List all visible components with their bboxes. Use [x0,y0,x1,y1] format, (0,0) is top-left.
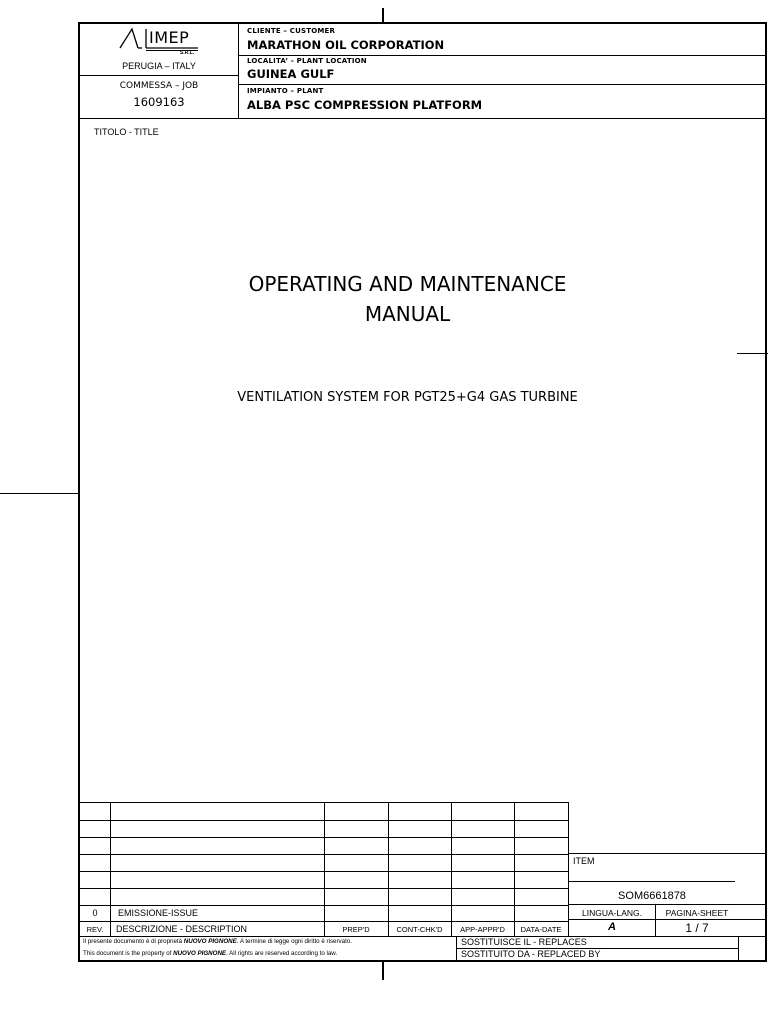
logo-subtext: S.R.L. [180,50,195,56]
company-location: PERUGIA – ITALY [122,61,196,71]
revision-table [80,802,569,936]
job-label: COMMESSA – JOB [119,81,199,91]
col-description-header: DESCRIZIONE - DESCRIPTION [116,924,248,934]
rev-number: 0 [92,908,98,918]
property-en-post: . All rights are reserved according to law. [226,950,338,957]
property-en-brand: NUOVO PIGNONE [173,950,227,957]
bottom-center-mark [382,962,384,980]
header-left-line-1 [80,75,238,76]
footer-property-en [83,950,337,957]
plant-location-value: GUINEA GULF [247,67,335,81]
document-title-line-2: MANUAL [364,302,451,326]
sheet-value: 1 / 7 [685,921,709,935]
item-inner-line [569,881,735,882]
company-logo [118,26,202,58]
header-bottom-line [80,118,766,119]
property-it-post: . A termine di legge ogni diritto è riservato. [236,938,352,945]
footer-right-end [738,936,739,961]
plant-label: IMPIANTO – PLANT [247,87,324,95]
language-value: A [608,921,616,933]
top-center-mark [382,8,384,22]
title-label: TITOLO - TITLE [94,127,159,137]
job-number: 1609163 [133,95,185,109]
property-it-brand: NUOVO PIGNONE [183,938,237,945]
col-date-header: DATA-DATE [520,925,562,934]
footer-property-it [83,938,352,945]
header-divider [238,24,239,118]
sheet-label: PAGINA-SHEET [665,908,729,918]
col-prepd-header: PREP'D [342,925,370,934]
plant-location-label: LOCALITA’ - PLANT LOCATION [247,57,367,65]
document-title-line-1: OPERATING AND MAINTENANCE [248,272,567,296]
rev-col-line [110,803,111,936]
rev-col-line [324,803,325,936]
header-right-line-1 [238,55,766,56]
customer-value: MARATHON OIL CORPORATION [247,38,445,52]
left-fold-mark [0,493,78,494]
rev-description: EMISSIONE-ISSUE [118,908,199,918]
logo-text: IMEP [149,28,190,47]
customer-label: CLIENTE – CUSTOMER [247,27,336,35]
document-subtitle: VENTILATION SYSTEM FOR PGT25+G4 GAS TURBINE [237,390,578,405]
col-cont-header: CONT-CHK'D [396,925,443,934]
replaces-label: SOSTITUISCE IL - REPLACES [461,937,587,947]
footer-top-line [80,936,766,937]
item-top-line [569,853,766,854]
docnum-bottom-line [569,904,766,905]
lang-sheet-mid-line [569,919,766,920]
rev-col-line [388,803,389,936]
header-right-line-2 [238,84,766,85]
item-label: ITEM [573,856,595,866]
rev-col-line [451,803,452,936]
property-it-pre: Il presente documento è di proprietà [83,938,184,945]
property-en-pre: This document is the property of [83,950,174,957]
replaced-by-label: SOSTITUITO DA - REPLACED BY [461,949,601,959]
language-label: LINGUA-LANG. [582,908,642,918]
col-appr-header: APP-APPR'D [460,925,505,934]
rev-col-line [514,803,515,936]
document-number: SOM6661878 [618,890,686,902]
plant-value: ALBA PSC COMPRESSION PLATFORM [247,98,483,112]
col-rev-header: REV. [86,925,104,934]
